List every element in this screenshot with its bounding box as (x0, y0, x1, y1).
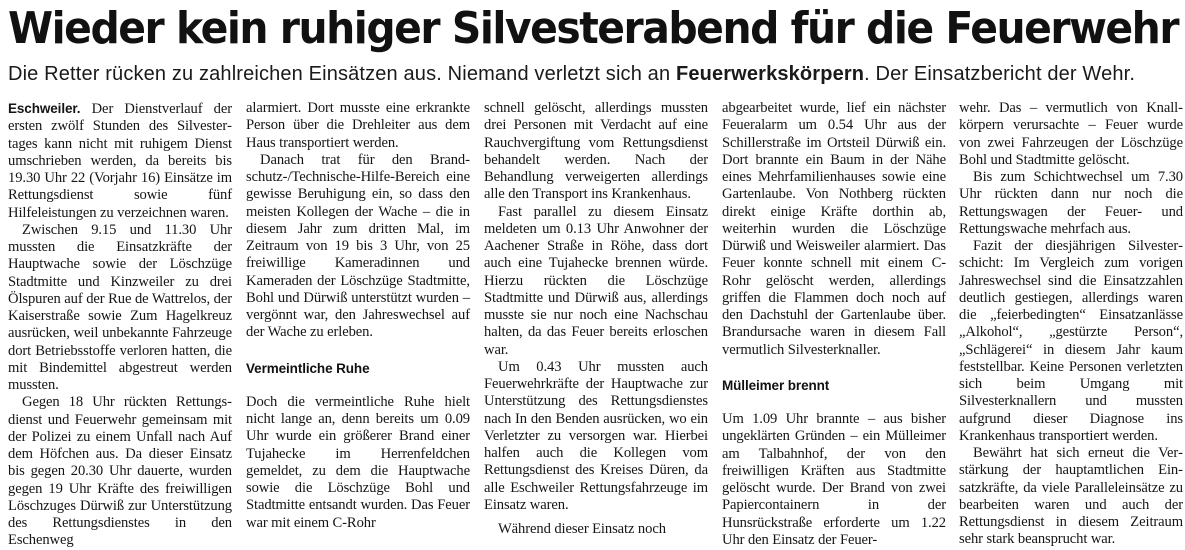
dateline: Eschweiler. (8, 101, 81, 116)
paragraph: Um 0.43 Uhr mussten auch Feuerwehrkräfte der Hauptwache zur Unterstützung des Rettungsdienstes nach In den Benden ausrücken, wo ein Verletzter zu versorgen war. Hierbei halfen auch die Kollegen vom Rettungsdienst des Kreises Düren, da alle Eschweiler Rettungsfahrzeuge im Einsatz waren. (484, 358, 708, 513)
column-4 (722, 100, 946, 548)
paragraph: Bis zum Schichtwechsel um 7.30 Uhr rückten dann nur noch die Rettungswagen der Feuer- und Rettungswache mehrfach aus. (959, 169, 1183, 237)
article-subhead (8, 61, 1183, 87)
paragraph: Fazit der diesjährigen Silvesterschicht: Im Vergleich zum vorigen Jahreswechsel sind die Einsatzzahlen deutlich gestiegen, allerdings waren die „feierbedingten“ Einsatzanlässe „Alkohol“, „gestürzte Person“, „Schlägerei“ in diesem Jahr kaum feststellbar. Keine Personen verletzten sich beim Umgang mit Silvesterknallern und mussten aufgrund dieser Diagnose ins Krankenhaus transportiert werden. (959, 238, 1183, 444)
paragraph: Bewährt hat sich erneut die Verstärkung der hauptamtlichen Einsatzkräfte, da viele Paralleleinsätze zu bearbeiten waren und auch der Rettungsdienst in diesem Zeitraum sehr stark beansprucht war. (959, 445, 1183, 548)
paragraph: abgearbeitet wurde, lief ein nächster Feueralarm um 0.54 Uhr aus der Schillerstraße im Ortsteil Dürwiß ein. Dort brannte ein Baum in der Nähe eines Mehrfamilienhauses sowie eine Gartenlaube. Von Nothberg rückten direkt einige Kräfte dorthin ab, weiterhin wurden die Löschzüge Dürwiß und Weisweiler alarmiert. Das Feuer konnte schnell mit einem C-Rohr gelöscht werden, allerdings griffen die Flammen doch noch auf den Dachstuhl der Gartenlaube über. Brandursache waren in diesem Fall vermutlich Silvesterknaller. (722, 100, 946, 358)
column-1 (8, 100, 232, 549)
article-headline: Wieder kein ruhiger Silvesterabend für die Feuerwehr (8, 3, 1179, 54)
paragraph: Fast parallel zu diesem Einsatz meldeten um 0.13 Uhr Anwohner der Aachener Straße in Röhe, dass dort auch eine Tujahecke brennen würde. Hierzu rückten die Löschzüge Stadtmitte und Dürwiß aus, allerdings musste sie nur noch eine Nachschau halten, da das Feuer bereits erloschen war. (484, 203, 708, 358)
paragraph: alarmiert. Dort musste eine erkrankte Person über die Drehleiter aus dem Haus transportiert werden. (246, 100, 470, 151)
paragraph: Danach trat für den Brandschutz-/Technische-Hilfe-Bereich eine gewisse Beruhigung ein, so dass den meisten Kollegen der Wache – die in diesem Jahr zum dritten Mal, im Zeitraum von 19 bis 3 Uhr, von 25 freiwillige Kameradinnen und Kameraden der Löschzüge Stadtmitte, Bohl und Dürwiß unterstützt wurden – vergönnt war, den Jahreswechsel auf der Wache zu erleben. (246, 151, 470, 341)
subhead-text-before: Die Retter rücken zu zahlreichen Einsätzen aus. Niemand verletzt sich an (8, 63, 671, 85)
paragraph: Während dieser Einsatz noch (498, 521, 666, 537)
paragraph: Zwischen 9.15 und 11.30 Uhr mussten die Einsatzkräfte der Hauptwache sowie der Löschzüge Stadtmitte und Kinzweiler zu drei Ölspuren auf der Rue de Wattrelos, der Kaiserstraße sowie Zum Hagelkreuz ausrücken, weil unbekannte Fahrzeuge dort Betriebsstoffe verloren hatten, die mit Bindemittel abgestreut werden mussten. (8, 221, 232, 393)
paragraph: schnell gelöscht, allerdings mussten drei Personen mit Verdacht auf eine Rauchvergiftung vom Rettungsdienst behandelt werden. Nach der Behandlung verweigerten allerdings alle den Transport ins Krankenhaus. (484, 100, 708, 203)
paragraph: Gegen 18 Uhr rückten Rettungsdienst und Feuerwehr gemeinsam mit der Polizei zu einem Unfall nach Auf dem Höfchen aus. Da dieser Einsatz bis gegen 20.30 Uhr dauerte, wurden gegen 19 Uhr Kräfte des freiwilligen Löschzuges Dürwiß zur Unterstützung des Rettungsdienstes in den Eschenweg (8, 394, 232, 549)
subhead-text-after: . Der Einsatzbericht der Wehr. (864, 63, 1136, 85)
subheading-vermeintliche-ruhe: Vermeintliche Ruhe (246, 360, 370, 376)
article-body (8, 100, 1183, 549)
paragraph: Um 1.09 Uhr brannte – aus bisher ungeklärten Gründen – ein Mülleimer am Talbahnhof, der von den freiwilligen Kräften aus Stadtmitte gelöscht wurde. Der Brand von zwei Papiercontainern in der Hunsrückstraße erforderte um 1.22 Uhr den Einsatz der Feuer- (722, 411, 946, 548)
subheading-muelleimer-brennt: Mülleimer brennt (722, 377, 830, 393)
subhead-highlight: Feuerwerkskörpern (675, 63, 865, 85)
column-3 (484, 100, 708, 537)
paragraph: Doch die vermeintliche Ruhe hielt nicht lange an, denn bereits um 0.09 Uhr wurde ein größerer Brand einer Tujahecke im Herrenfeldchen gemeldet, zu dem die Hauptwache sowie die Löschzüge Bohl und Stadtmitte entsandt wurden. Das Feuer war mit einem C-Rohr (246, 393, 470, 531)
column-2 (246, 100, 470, 531)
paragraph-text: Der Dienstverlauf der ersten zwölf Stunden des Silvestertages kann nicht mit ruhigem Dienst umschrieben werden, da bereits bis 19.30 Uhr 22 (Vorjahr 16) Einsätze im Rettungsdienst sowie fünf Hilfeleistungen zu verzeichnen waren. (8, 101, 232, 221)
column-5 (959, 100, 1183, 548)
paragraph: wehr. Das – vermutlich von Knallkörpern verursachte – Feuer wurde von zwei Fahrzeugen der Löschzüge Bohl und Stadtmitte gelöscht. (959, 100, 1183, 168)
paragraph (8, 100, 232, 222)
